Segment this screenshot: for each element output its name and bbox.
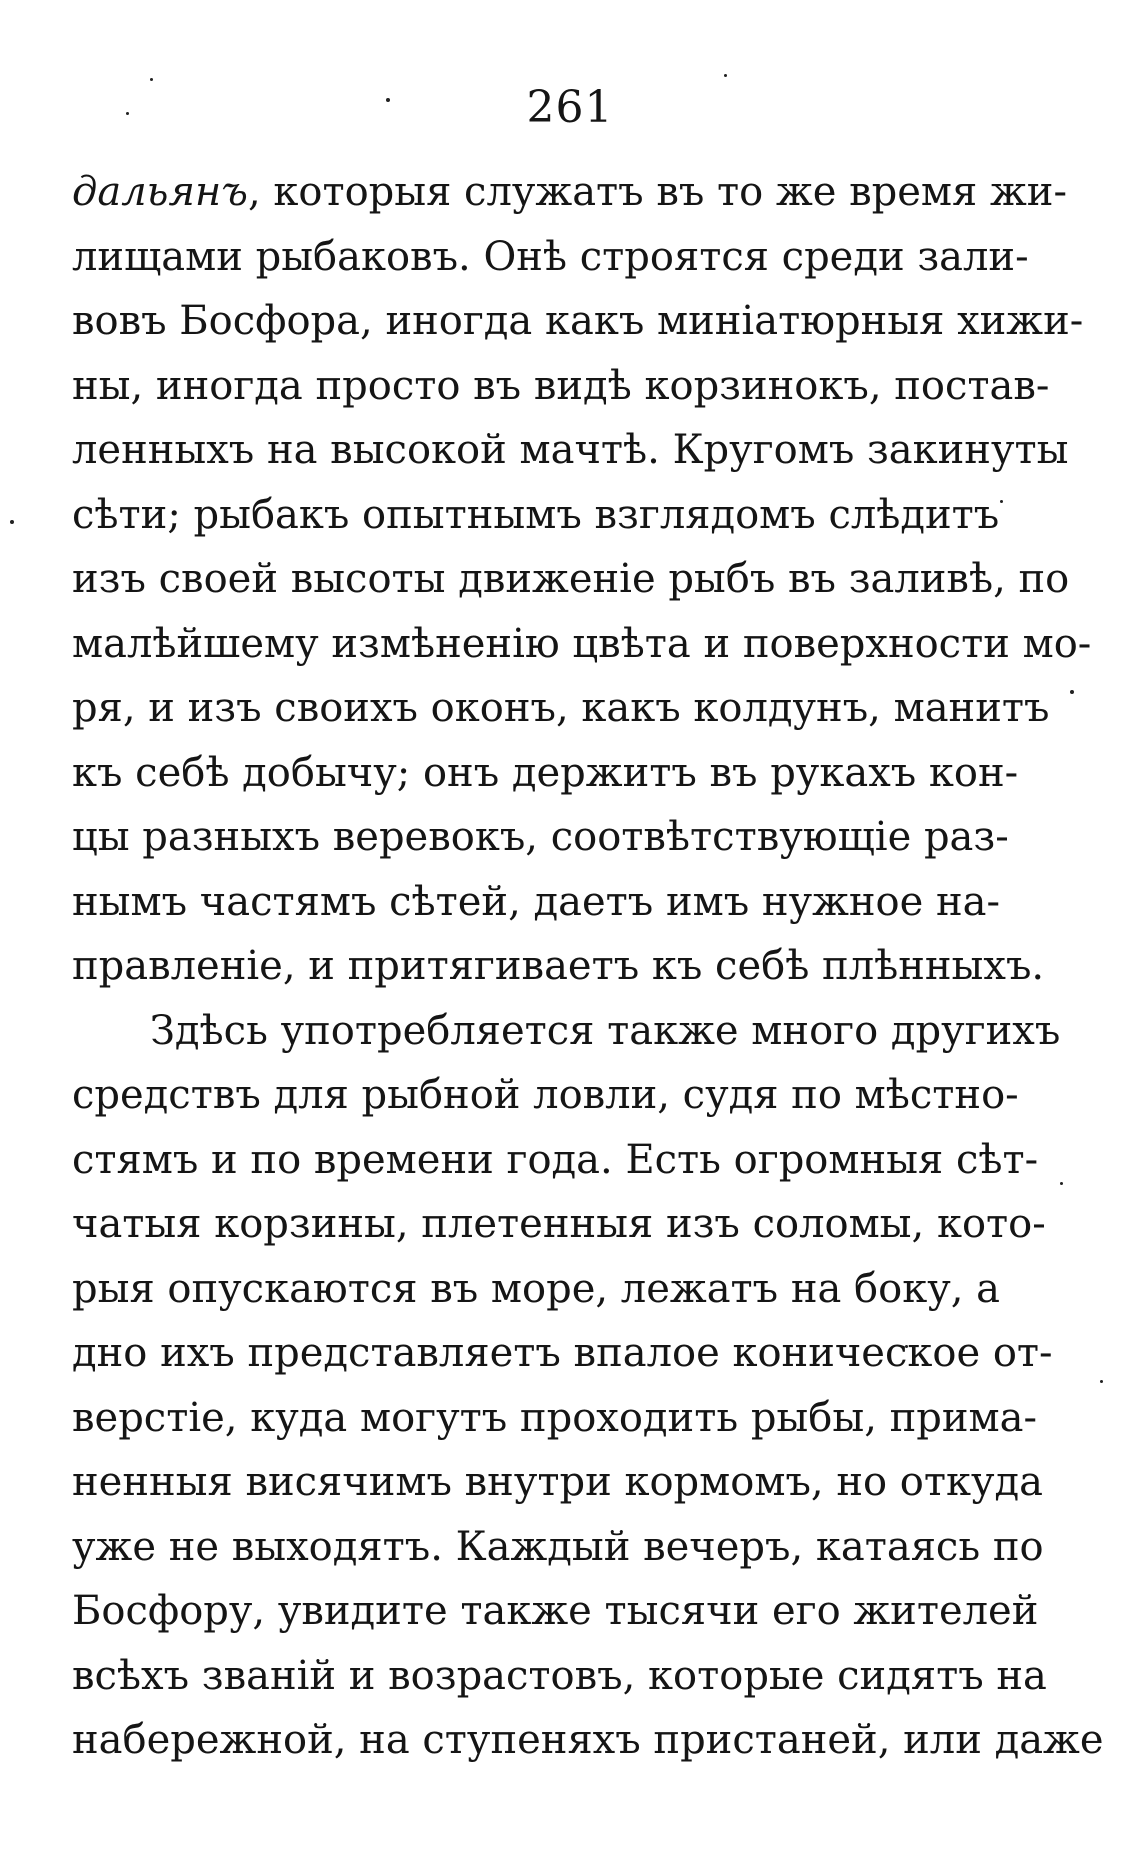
text-line: ны, иногда просто въ видѣ корзинокъ, постав-	[72, 362, 1050, 409]
text-line: лищами рыбаковъ. Онѣ строятся среди зали-	[72, 233, 1029, 280]
text-line: правленіе, и притягиваетъ къ себѣ плѣнныхъ.	[72, 943, 1045, 989]
text-line: рыя опускаются въ море, лежатъ на боку, а	[72, 1265, 1001, 1312]
paragraph-2	[72, 999, 1104, 1773]
text-line: уже не выходятъ. Каждый вечеръ, катаясь по	[72, 1523, 1044, 1570]
text-line: Здѣсь употребляется также много другихъ	[150, 1007, 1061, 1054]
text-line: стямъ и по времени года. Есть огромныя сѣт-	[72, 1136, 1039, 1183]
text-line-rest: , которыя служатъ въ то же время жи-	[247, 169, 1067, 215]
paragraph-1	[72, 160, 1092, 999]
text-line: изъ своей высоты движеніе рыбъ въ заливѣ, по	[72, 556, 1070, 602]
text-line: ненныя висячимъ внутри кормомъ, но откуда	[72, 1459, 1044, 1505]
text-line: малѣйшему измѣненію цвѣта и поверхности мо-	[72, 620, 1092, 667]
text-line: къ себѣ добычу; онъ держитъ въ рукахъ кон-	[72, 749, 1019, 796]
text-line: дно ихъ представляетъ впалое коническое от-	[72, 1330, 1053, 1376]
text-line: чатыя корзины, плетенныя изъ соломы, кото-	[72, 1201, 1046, 1247]
text-line: ря, и изъ своихъ оконъ, какъ колдунъ, манитъ	[72, 685, 1050, 731]
text-line: цы разныхъ веревокъ, соотвѣтствующіе раз-	[72, 814, 1009, 860]
text-line: всѣхъ званій и возрастовъ, которые сидятъ на	[72, 1652, 1047, 1699]
body-text	[72, 160, 1104, 1773]
text-line: средствъ для рыбной ловли, судя по мѣстно-	[72, 1072, 1019, 1118]
text-line: набережной, на ступеняхъ пристаней, или даже	[72, 1717, 1104, 1763]
text-line: Босфору, увидите также тысячи его жителей	[72, 1588, 1039, 1634]
text-line: нымъ частямъ сѣтей, даетъ имъ нужное на-	[72, 878, 1001, 925]
page-number: 261	[526, 82, 614, 133]
text-line: ленныхъ на высокой мачтѣ. Кругомъ закинуты	[72, 427, 1069, 473]
text-line	[72, 160, 1067, 225]
text-line: сѣти; рыбакъ опытнымъ взглядомъ слѣдитъ	[72, 491, 1000, 538]
italic-term: дальянъ	[72, 169, 248, 215]
text-line: верстіе, куда могутъ проходить рыбы, прима-	[72, 1394, 1038, 1441]
text-line: вовъ Босфора, иногда какъ миніатюрныя хижи-	[72, 298, 1084, 344]
